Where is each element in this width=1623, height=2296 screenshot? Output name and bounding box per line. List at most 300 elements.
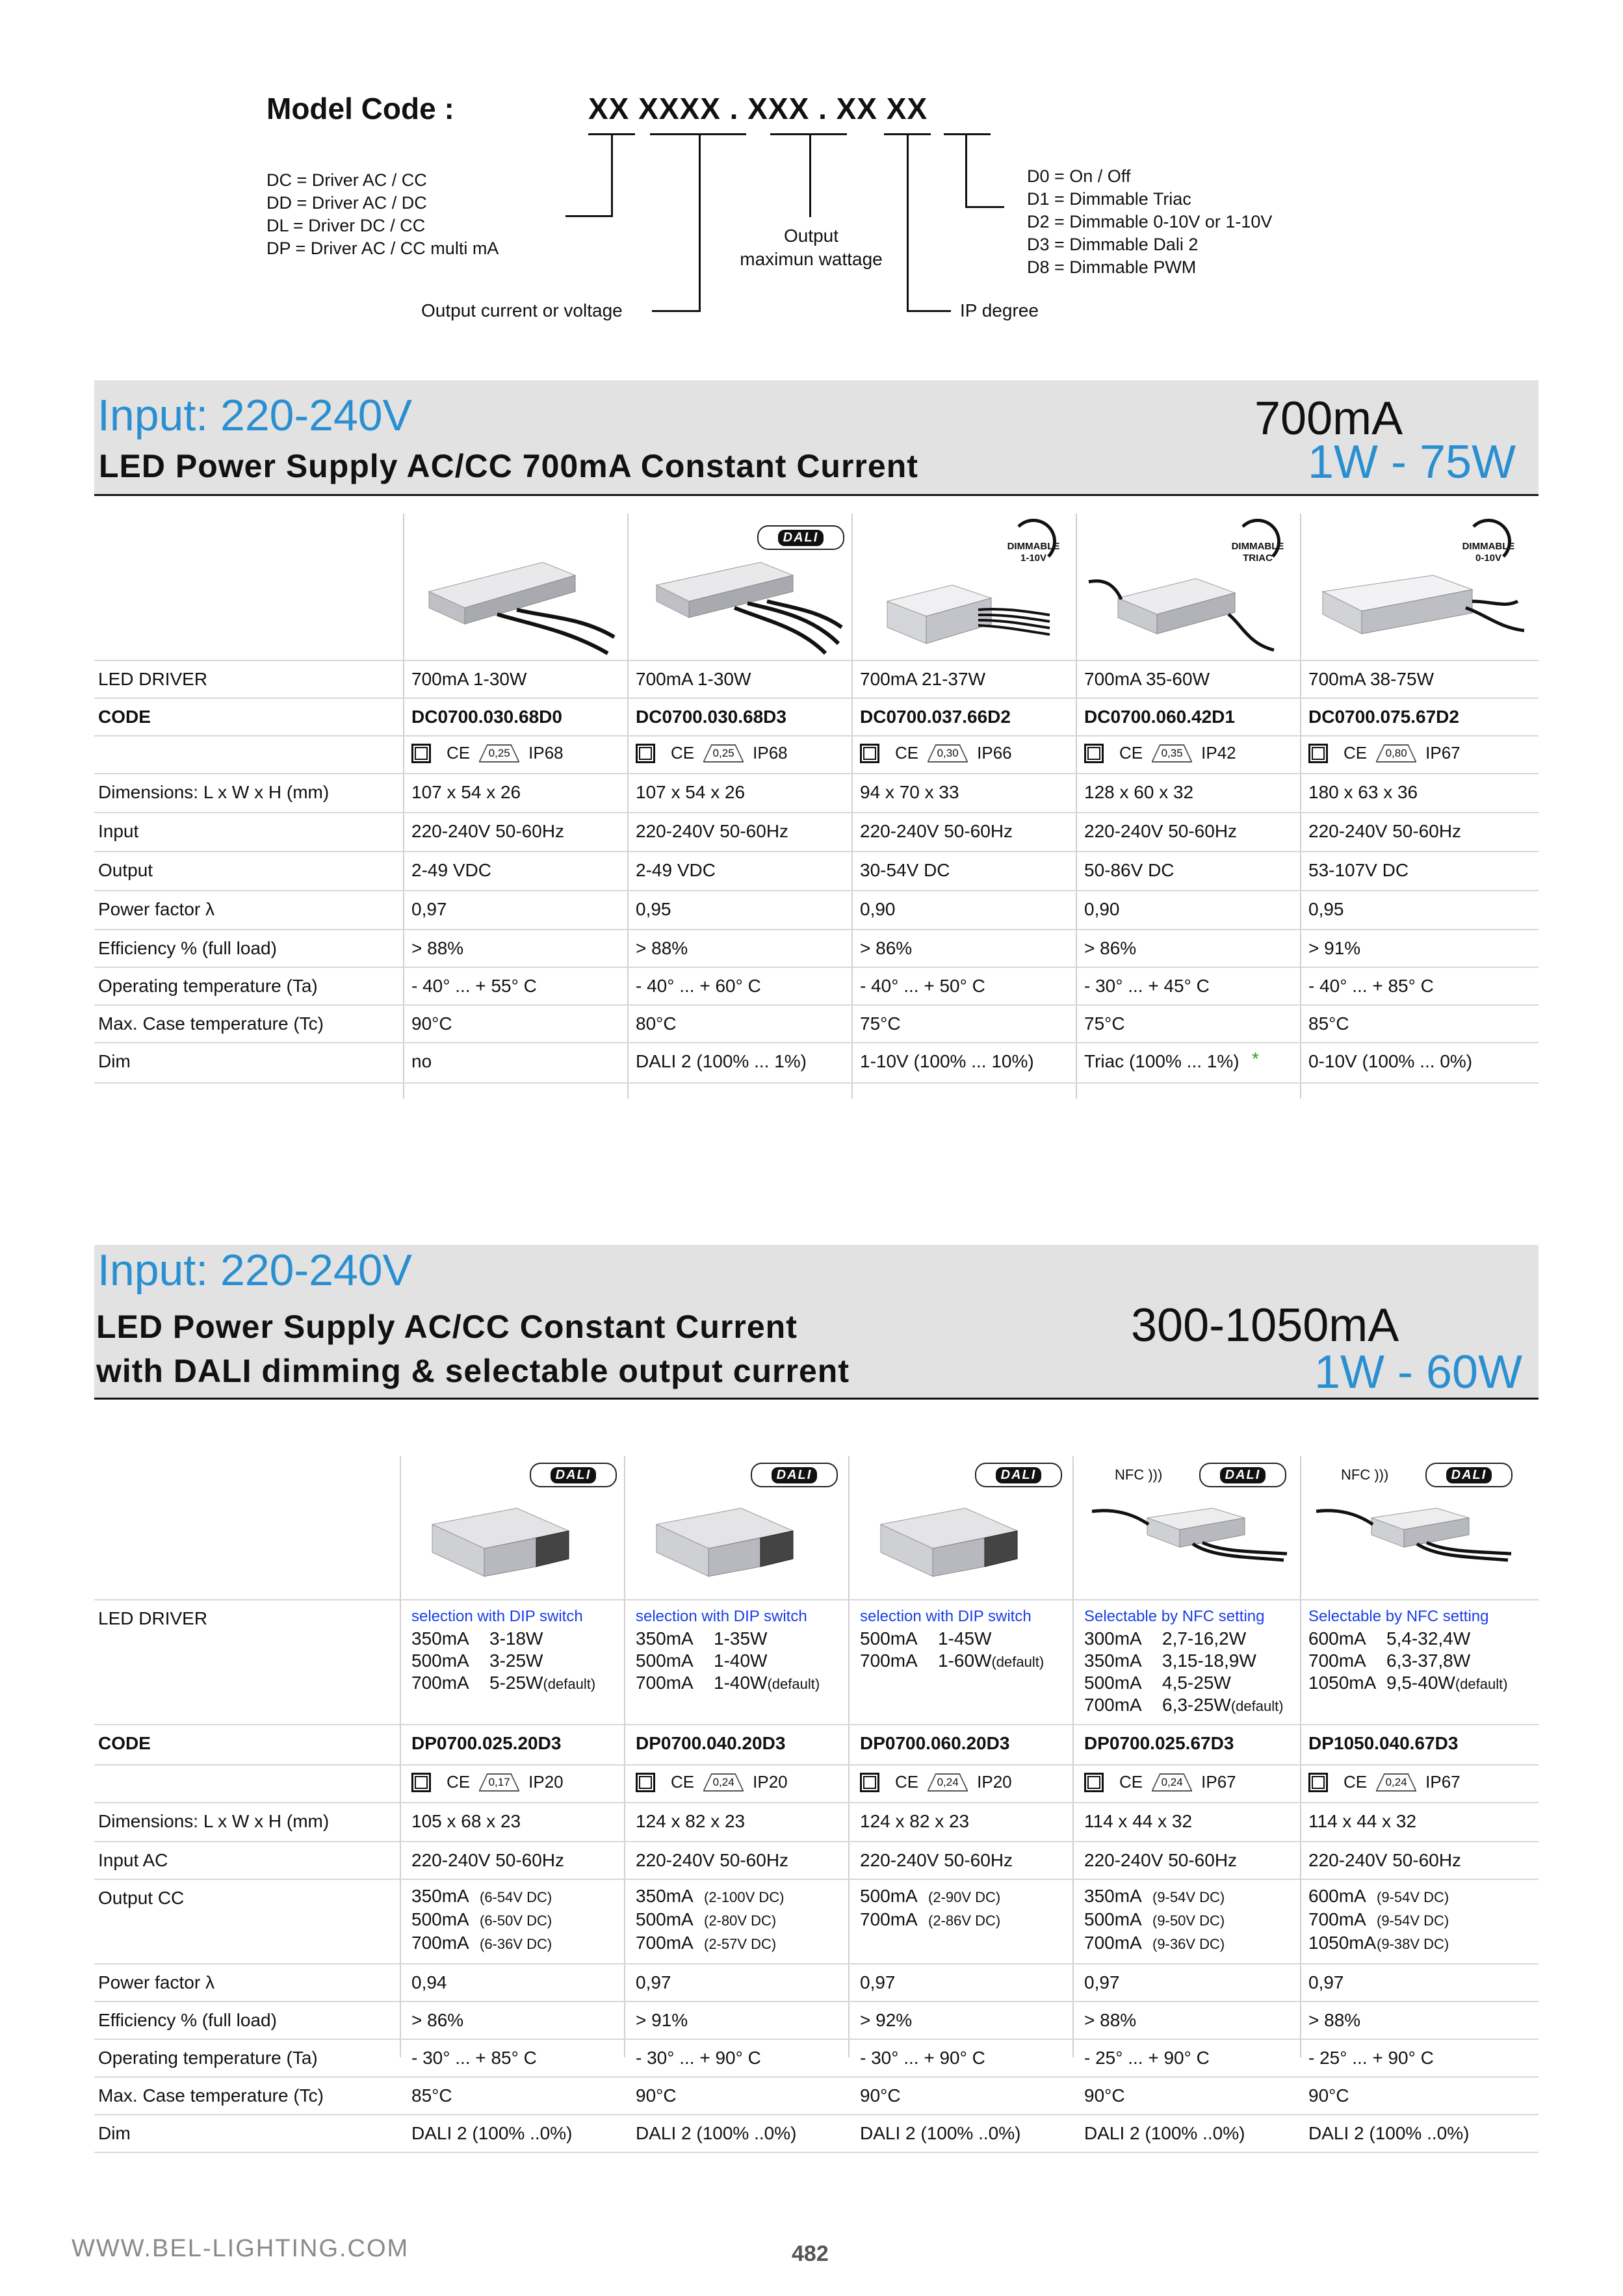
dali-badge bbox=[1199, 1463, 1286, 1487]
ip-rating: IP42 bbox=[1201, 743, 1236, 763]
class2-insulation-icon bbox=[1084, 744, 1104, 763]
driver-modes bbox=[1308, 1606, 1508, 1695]
cell-input: 220-240V 50-60Hz bbox=[1308, 1850, 1462, 1870]
dali-badge bbox=[751, 1463, 838, 1487]
cell-input: 220-240V 50-60Hz bbox=[411, 821, 565, 841]
output-voltage: (9-50V DC) bbox=[1152, 1912, 1225, 1929]
ip-rating: IP68 bbox=[528, 743, 564, 763]
class2-insulation-icon bbox=[1308, 1773, 1328, 1792]
tc-temperature-icon bbox=[703, 1773, 744, 1792]
mode-wattage: 1-45W bbox=[938, 1628, 992, 1649]
label-line: Output bbox=[783, 226, 839, 246]
class2-insulation-icon bbox=[1308, 744, 1328, 763]
mode-current: 350mA bbox=[411, 1628, 469, 1649]
underline-wattage bbox=[770, 133, 847, 135]
badge-line: 1-10V bbox=[1020, 553, 1047, 564]
inner-square-icon bbox=[863, 1776, 876, 1789]
row-label: Output bbox=[98, 860, 153, 880]
cell-dim: DALI 2 (100% ..0%) bbox=[411, 2123, 573, 2143]
nfc-label bbox=[1341, 1467, 1388, 1483]
ce-mark: CE bbox=[671, 1772, 695, 1792]
mode-current: 500mA bbox=[860, 1628, 918, 1649]
section2-subtitle-2: with DALI dimming & selectable output current bbox=[96, 1353, 850, 1389]
mode-line bbox=[1084, 1628, 1284, 1650]
cell-tc_max: 75°C bbox=[860, 1013, 901, 1034]
mode-line bbox=[1308, 1650, 1508, 1672]
cell-ta: - 30° ... + 90° C bbox=[636, 2048, 761, 2068]
certification-marks bbox=[636, 1772, 788, 1792]
cell-output: 30-54V DC bbox=[860, 860, 950, 880]
cell-tc_max: 85°C bbox=[1308, 1013, 1349, 1034]
tc-value: 0,80 bbox=[1376, 744, 1416, 763]
driver-modes bbox=[636, 1606, 820, 1695]
section1-wattage: 1W - 75W bbox=[1308, 436, 1516, 488]
output-line bbox=[860, 1885, 1000, 1909]
mode-default: (default) bbox=[991, 1654, 1045, 1670]
cell-code: DC0700.060.42D1 bbox=[1084, 707, 1235, 727]
output-list bbox=[636, 1885, 784, 1955]
class2-insulation-icon bbox=[636, 744, 655, 763]
row-label: Operating temperature (Ta) bbox=[98, 976, 318, 996]
row-label: CODE bbox=[98, 1733, 151, 1753]
cell-eff: > 86% bbox=[1084, 938, 1137, 958]
nfc-wave-icon: ))) bbox=[1148, 1467, 1163, 1483]
output-voltage: (9-38V DC) bbox=[1377, 1936, 1449, 1952]
output-line bbox=[1308, 1909, 1449, 1932]
cell-dim: DALI 2 (100% ... 1%) bbox=[636, 1051, 807, 1071]
cell-dims: 124 x 82 x 23 bbox=[860, 1811, 970, 1831]
dim-item: D1 = Dimmable Triac bbox=[1027, 189, 1191, 209]
cell-tc_max: 90°C bbox=[1308, 2085, 1349, 2106]
mode-wattage: 5,4-32,4W bbox=[1386, 1628, 1471, 1649]
cell-eff: > 92% bbox=[860, 2010, 913, 2030]
cell-driver: 700mA 1-30W bbox=[411, 669, 527, 689]
cell-tc_max: 75°C bbox=[1084, 1013, 1125, 1034]
selection-method: Selectable by NFC setting bbox=[1084, 1608, 1265, 1625]
cell-input: 220-240V 50-60Hz bbox=[1084, 1850, 1238, 1870]
cell-dims: 105 x 68 x 23 bbox=[411, 1811, 521, 1831]
section1-subtitle: LED Power Supply AC/CC 700mA Constant Current bbox=[99, 448, 918, 484]
cell-tc_max: 85°C bbox=[411, 2085, 452, 2106]
class2-insulation-icon bbox=[1084, 1773, 1104, 1792]
tc-value: 0,24 bbox=[1376, 1773, 1416, 1792]
output-line bbox=[1308, 1885, 1449, 1909]
output-line bbox=[1084, 1885, 1225, 1909]
mode-line bbox=[411, 1672, 595, 1695]
cell-dim: DALI 2 (100% ..0%) bbox=[1308, 2123, 1470, 2143]
cell-pf: 0,97 bbox=[860, 1972, 896, 1992]
certification-marks bbox=[1084, 743, 1236, 763]
output-voltage: (6-36V DC) bbox=[480, 1936, 552, 1952]
section1-input: Input: 220-240V bbox=[97, 391, 412, 440]
section1-current: 700mA bbox=[1254, 393, 1403, 445]
output-line bbox=[636, 1909, 784, 1932]
output-line bbox=[1084, 1932, 1225, 1955]
output-list bbox=[1308, 1885, 1449, 1955]
output-current: 350mA bbox=[411, 1886, 469, 1906]
code-dot: . bbox=[818, 92, 827, 125]
dali-badge-text: DALI bbox=[996, 1467, 1042, 1483]
cell-ta: - 40° ... + 85° C bbox=[1308, 976, 1434, 996]
cell-dims: 124 x 82 x 23 bbox=[636, 1811, 746, 1831]
mode-current: 500mA bbox=[636, 1650, 694, 1671]
cell-input: 220-240V 50-60Hz bbox=[636, 1850, 789, 1870]
dimmable-0-10v-badge bbox=[1449, 519, 1527, 564]
cell-dim: 0-10V (100% ... 0%) bbox=[1308, 1051, 1473, 1071]
type-item: DD = Driver AC / DC bbox=[266, 193, 427, 213]
cell-pf: 0,95 bbox=[636, 899, 671, 919]
nfc-text: NFC bbox=[1341, 1467, 1371, 1483]
output-current: 600mA bbox=[1308, 1886, 1366, 1906]
product-image bbox=[413, 540, 621, 657]
dimmable-1-10v-badge bbox=[994, 519, 1072, 564]
output-current: 500mA bbox=[1084, 1909, 1142, 1929]
row-label: Power factor λ bbox=[98, 1972, 214, 1992]
row-label: Max. Case temperature (Tc) bbox=[98, 1013, 324, 1034]
tc-temperature-icon bbox=[928, 744, 968, 763]
selection-method: selection with DIP switch bbox=[860, 1608, 1032, 1625]
output-voltage: (6-50V DC) bbox=[480, 1912, 552, 1929]
tc-value: 0,24 bbox=[1152, 1773, 1192, 1792]
certification-marks bbox=[411, 1772, 564, 1792]
certification-marks bbox=[636, 743, 788, 763]
product-image bbox=[1085, 553, 1293, 657]
driver-modes bbox=[1084, 1606, 1284, 1717]
output-voltage: (6-54V DC) bbox=[480, 1889, 552, 1905]
cell-pf: 0,97 bbox=[411, 899, 447, 919]
dali-badge-text: DALI bbox=[551, 1467, 597, 1483]
ip-rating: IP67 bbox=[1425, 1772, 1461, 1792]
mode-line bbox=[411, 1650, 595, 1672]
dim-item: D0 = On / Off bbox=[1027, 166, 1131, 186]
cell-input: 220-240V 50-60Hz bbox=[636, 821, 789, 841]
footer-website[interactable]: WWW.BEL-LIGHTING.COM bbox=[71, 2235, 409, 2262]
output-voltage: (9-54V DC) bbox=[1377, 1912, 1449, 1929]
mode-line bbox=[1084, 1672, 1284, 1694]
driver-modes bbox=[860, 1606, 1044, 1673]
tc-value: 0,25 bbox=[703, 744, 744, 763]
certification-marks bbox=[1084, 1772, 1236, 1792]
tc-value: 0,17 bbox=[479, 1773, 519, 1792]
cell-eff: > 91% bbox=[636, 2010, 688, 2030]
mode-line bbox=[860, 1650, 1044, 1673]
output-line bbox=[411, 1909, 552, 1932]
ip-rating: IP20 bbox=[528, 1772, 564, 1792]
dali-badge-text: DALI bbox=[778, 530, 824, 546]
code-part-type: XX bbox=[588, 92, 630, 125]
output-current: 700mA bbox=[1084, 1933, 1142, 1953]
cell-eff: > 91% bbox=[1308, 938, 1361, 958]
dimmable-triac-badge bbox=[1219, 519, 1297, 564]
output-list bbox=[1084, 1885, 1225, 1955]
inner-square-icon bbox=[415, 747, 428, 760]
badge-line: DIMMABLE bbox=[1231, 541, 1284, 552]
cell-input: 220-240V 50-60Hz bbox=[860, 1850, 1013, 1870]
mode-current: 500mA bbox=[1084, 1673, 1142, 1693]
section2-subtitle-1: LED Power Supply AC/CC Constant Current bbox=[96, 1309, 798, 1345]
cell-code: DC0700.030.68D0 bbox=[411, 707, 562, 727]
output-current: 700mA bbox=[411, 1933, 469, 1953]
ce-mark: CE bbox=[1119, 1772, 1143, 1792]
underline-dim bbox=[944, 133, 991, 135]
certification-marks bbox=[860, 1772, 1012, 1792]
mode-line bbox=[1084, 1694, 1284, 1717]
cell-dim: Triac (100% ... 1%) bbox=[1084, 1051, 1240, 1071]
code-part-ip: XX bbox=[836, 92, 877, 125]
mode-current: 1050mA bbox=[1308, 1673, 1377, 1693]
cell-tc_max: 90°C bbox=[411, 1013, 452, 1034]
row-label: CODE bbox=[98, 707, 151, 727]
cell-pf: 0,95 bbox=[1308, 899, 1344, 919]
output-current-label: Output current or voltage bbox=[421, 300, 623, 320]
badge-line: 0-10V bbox=[1475, 553, 1502, 564]
row-label: Input bbox=[98, 821, 139, 841]
cell-pf: 0,90 bbox=[860, 899, 896, 919]
cell-driver: 700mA 1-30W bbox=[636, 669, 751, 689]
mode-wattage: 4,5-25W bbox=[1162, 1673, 1231, 1693]
ip-rating: IP20 bbox=[977, 1772, 1012, 1792]
output-current: 700mA bbox=[860, 1909, 918, 1929]
cell-eff: > 86% bbox=[411, 2010, 464, 2030]
product-image bbox=[1313, 1492, 1521, 1589]
class2-insulation-icon bbox=[860, 1773, 879, 1792]
inner-square-icon bbox=[415, 1776, 428, 1789]
mode-line bbox=[636, 1672, 820, 1695]
mode-current: 700mA bbox=[860, 1650, 918, 1671]
badge-line: DIMMABLE bbox=[1462, 541, 1515, 552]
product-image bbox=[868, 1495, 1063, 1593]
row-label: Efficiency % (full load) bbox=[98, 938, 277, 958]
connector-line bbox=[965, 135, 967, 208]
section2-table bbox=[94, 1456, 1539, 2158]
code-part-current: XXXX bbox=[638, 92, 721, 125]
tc-temperature-icon bbox=[1152, 744, 1192, 763]
certification-marks bbox=[860, 743, 1012, 763]
mode-wattage: 6,3-25W bbox=[1162, 1695, 1231, 1715]
ce-mark: CE bbox=[671, 743, 695, 763]
cell-ta: - 30° ... + 85° C bbox=[411, 2048, 537, 2068]
tc-value: 0,35 bbox=[1152, 744, 1192, 763]
tc-value: 0,25 bbox=[479, 744, 519, 763]
row-label: LED DRIVER bbox=[98, 669, 208, 689]
cell-dim: DALI 2 (100% ..0%) bbox=[860, 2123, 1021, 2143]
mode-wattage: 1-60W bbox=[938, 1650, 992, 1671]
ce-mark: CE bbox=[895, 1772, 919, 1792]
output-current: 500mA bbox=[411, 1909, 469, 1929]
cell-input: 220-240V 50-60Hz bbox=[411, 1850, 565, 1870]
mode-wattage: 3-25W bbox=[489, 1650, 543, 1671]
mode-wattage: 9,5-40W bbox=[1386, 1673, 1455, 1693]
section1-table bbox=[94, 514, 1539, 1099]
connector-line bbox=[907, 310, 951, 312]
connector-line bbox=[809, 135, 811, 217]
cell-output: 2-49 VDC bbox=[636, 860, 716, 880]
output-voltage: (2-86V DC) bbox=[928, 1912, 1001, 1929]
dali-badge bbox=[530, 1463, 617, 1487]
ip-rating: IP67 bbox=[1201, 1772, 1236, 1792]
tc-temperature-icon bbox=[928, 1773, 968, 1792]
model-code-pattern bbox=[588, 91, 928, 126]
cell-output: 50-86V DC bbox=[1084, 860, 1175, 880]
product-image bbox=[637, 540, 845, 657]
code-part-dim: XX bbox=[886, 92, 928, 125]
cell-dims: 114 x 44 x 32 bbox=[1308, 1811, 1417, 1831]
mode-line bbox=[1084, 1650, 1284, 1672]
class2-insulation-icon bbox=[411, 1773, 431, 1792]
cell-eff: > 88% bbox=[636, 938, 688, 958]
cell-code: DP0700.025.67D3 bbox=[1084, 1733, 1234, 1753]
code-dot: . bbox=[729, 92, 739, 125]
connector-line bbox=[699, 135, 701, 312]
product-image bbox=[419, 1495, 614, 1593]
mode-current: 700mA bbox=[1084, 1695, 1142, 1715]
cell-code: DP1050.040.67D3 bbox=[1308, 1733, 1459, 1753]
cell-eff: > 88% bbox=[411, 938, 464, 958]
mode-default: (default) bbox=[1230, 1698, 1284, 1714]
ce-mark: CE bbox=[1344, 743, 1368, 763]
tc-value: 0,24 bbox=[928, 1773, 968, 1792]
mode-wattage: 3-18W bbox=[489, 1628, 543, 1649]
output-line bbox=[1084, 1909, 1225, 1932]
mode-current: 350mA bbox=[1084, 1650, 1142, 1671]
mode-line bbox=[1308, 1628, 1508, 1650]
cell-driver: 700mA 21-37W bbox=[860, 669, 985, 689]
ip-degree-label: IP degree bbox=[960, 300, 1039, 320]
row-label: Efficiency % (full load) bbox=[98, 2010, 277, 2030]
connector-line bbox=[907, 135, 909, 312]
dali-badge bbox=[1425, 1463, 1513, 1487]
cell-pf: 0,94 bbox=[411, 1972, 447, 1992]
ip-rating: IP68 bbox=[753, 743, 788, 763]
inner-square-icon bbox=[1312, 1776, 1325, 1789]
dim-item: D8 = Dimmable PWM bbox=[1027, 257, 1197, 277]
output-line bbox=[1308, 1932, 1449, 1955]
ce-mark: CE bbox=[1119, 743, 1143, 763]
cell-dim: 1-10V (100% ... 10%) bbox=[860, 1051, 1034, 1071]
mode-wattage: 5-25W bbox=[489, 1673, 543, 1693]
output-list bbox=[860, 1885, 1000, 1932]
output-voltage: (9-54V DC) bbox=[1152, 1889, 1225, 1905]
tc-value: 0,30 bbox=[928, 744, 968, 763]
mode-line bbox=[860, 1628, 1044, 1650]
output-current: 350mA bbox=[1084, 1886, 1142, 1906]
cell-code: DP0700.060.20D3 bbox=[860, 1733, 1010, 1753]
cell-tc_max: 90°C bbox=[636, 2085, 677, 2106]
mode-default: (default) bbox=[767, 1676, 820, 1692]
label-line: maximun wattage bbox=[740, 249, 883, 269]
cell-ta: - 30° ... + 45° C bbox=[1084, 976, 1210, 996]
row-label: Dim bbox=[98, 1051, 131, 1071]
output-current: 700mA bbox=[1308, 1909, 1366, 1929]
tc-temperature-icon bbox=[479, 1773, 519, 1792]
cell-input: 220-240V 50-60Hz bbox=[1308, 821, 1462, 841]
dim-list bbox=[1027, 165, 1272, 279]
cell-ta: - 40° ... + 60° C bbox=[636, 976, 761, 996]
cell-code: DP0700.040.20D3 bbox=[636, 1733, 786, 1753]
row-label: Power factor λ bbox=[98, 899, 214, 919]
mode-wattage: 6,3-37,8W bbox=[1386, 1650, 1471, 1671]
output-line bbox=[411, 1932, 552, 1955]
cell-tc_max: 90°C bbox=[1084, 2085, 1125, 2106]
cell-output: 2-49 VDC bbox=[411, 860, 491, 880]
ip-rating: IP66 bbox=[977, 743, 1012, 763]
output-current: 500mA bbox=[636, 1909, 694, 1929]
footnote-mark: * bbox=[1252, 1049, 1259, 1069]
code-part-wattage: XXX bbox=[747, 92, 810, 125]
selection-method: selection with DIP switch bbox=[636, 1608, 807, 1625]
cell-output: 53-107V DC bbox=[1308, 860, 1409, 880]
cell-tc_max: 80°C bbox=[636, 1013, 677, 1034]
row-label: Dim bbox=[98, 2123, 131, 2143]
inner-square-icon bbox=[1312, 747, 1325, 760]
cell-dims: 94 x 70 x 33 bbox=[860, 782, 959, 802]
section2-input: Input: 220-240V bbox=[97, 1246, 412, 1295]
output-current: 500mA bbox=[860, 1886, 918, 1906]
row-label: Dimensions: L x W x H (mm) bbox=[98, 1811, 330, 1831]
dim-item: D2 = Dimmable 0-10V or 1-10V bbox=[1027, 212, 1273, 231]
dim-item: D3 = Dimmable Dali 2 bbox=[1027, 235, 1199, 254]
selection-method: selection with DIP switch bbox=[411, 1608, 583, 1625]
cell-dims: 128 x 60 x 32 bbox=[1084, 782, 1194, 802]
cell-eff: > 88% bbox=[1084, 2010, 1137, 2030]
cell-driver: 700mA 38-75W bbox=[1308, 669, 1434, 689]
output-voltage: (2-80V DC) bbox=[704, 1912, 777, 1929]
output-current: 350mA bbox=[636, 1886, 694, 1906]
output-current: 700mA bbox=[636, 1933, 694, 1953]
certification-marks bbox=[1308, 1772, 1461, 1792]
mode-current: 700mA bbox=[1308, 1650, 1366, 1671]
page-number: 482 bbox=[792, 2241, 829, 2266]
row-label: Dimensions: L x W x H (mm) bbox=[98, 782, 330, 802]
underline-current bbox=[650, 133, 746, 135]
type-item: DL = Driver DC / CC bbox=[266, 216, 426, 235]
mode-default: (default) bbox=[543, 1676, 596, 1692]
cell-ta: - 30° ... + 90° C bbox=[860, 2048, 985, 2068]
cell-code: DC0700.037.66D2 bbox=[860, 707, 1011, 727]
row-label: LED DRIVER bbox=[98, 1608, 208, 1628]
cell-dim: DALI 2 (100% ..0%) bbox=[636, 2123, 797, 2143]
dali-badge-text: DALI bbox=[1446, 1467, 1492, 1483]
cell-dims: 107 x 54 x 26 bbox=[636, 782, 746, 802]
connector-line bbox=[611, 135, 613, 217]
cell-ta: - 25° ... + 90° C bbox=[1308, 2048, 1434, 2068]
nfc-text: NFC bbox=[1115, 1467, 1145, 1483]
mode-current: 700mA bbox=[636, 1673, 694, 1693]
cell-input: 220-240V 50-60Hz bbox=[860, 821, 1013, 841]
tc-value: 0,24 bbox=[703, 1773, 744, 1792]
output-line bbox=[636, 1932, 784, 1955]
cell-dims: 180 x 63 x 36 bbox=[1308, 782, 1418, 802]
mode-wattage: 1-40W bbox=[714, 1673, 768, 1693]
inner-square-icon bbox=[639, 747, 652, 760]
certification-marks bbox=[411, 743, 564, 763]
row-label: Input AC bbox=[98, 1850, 168, 1870]
mode-line bbox=[1308, 1672, 1508, 1695]
class2-insulation-icon bbox=[411, 744, 431, 763]
output-voltage: (9-36V DC) bbox=[1152, 1936, 1225, 1952]
output-line bbox=[860, 1909, 1000, 1932]
ce-mark: CE bbox=[1344, 1772, 1368, 1792]
ce-mark: CE bbox=[447, 1772, 471, 1792]
output-voltage: (2-90V DC) bbox=[928, 1889, 1001, 1905]
inner-square-icon bbox=[639, 1776, 652, 1789]
ce-mark: CE bbox=[447, 743, 471, 763]
connector-line bbox=[652, 310, 701, 312]
cell-ta: - 40° ... + 55° C bbox=[411, 976, 537, 996]
ce-mark: CE bbox=[895, 743, 919, 763]
type-item: DC = Driver AC / CC bbox=[266, 170, 427, 190]
nfc-wave-icon: ))) bbox=[1374, 1467, 1389, 1483]
